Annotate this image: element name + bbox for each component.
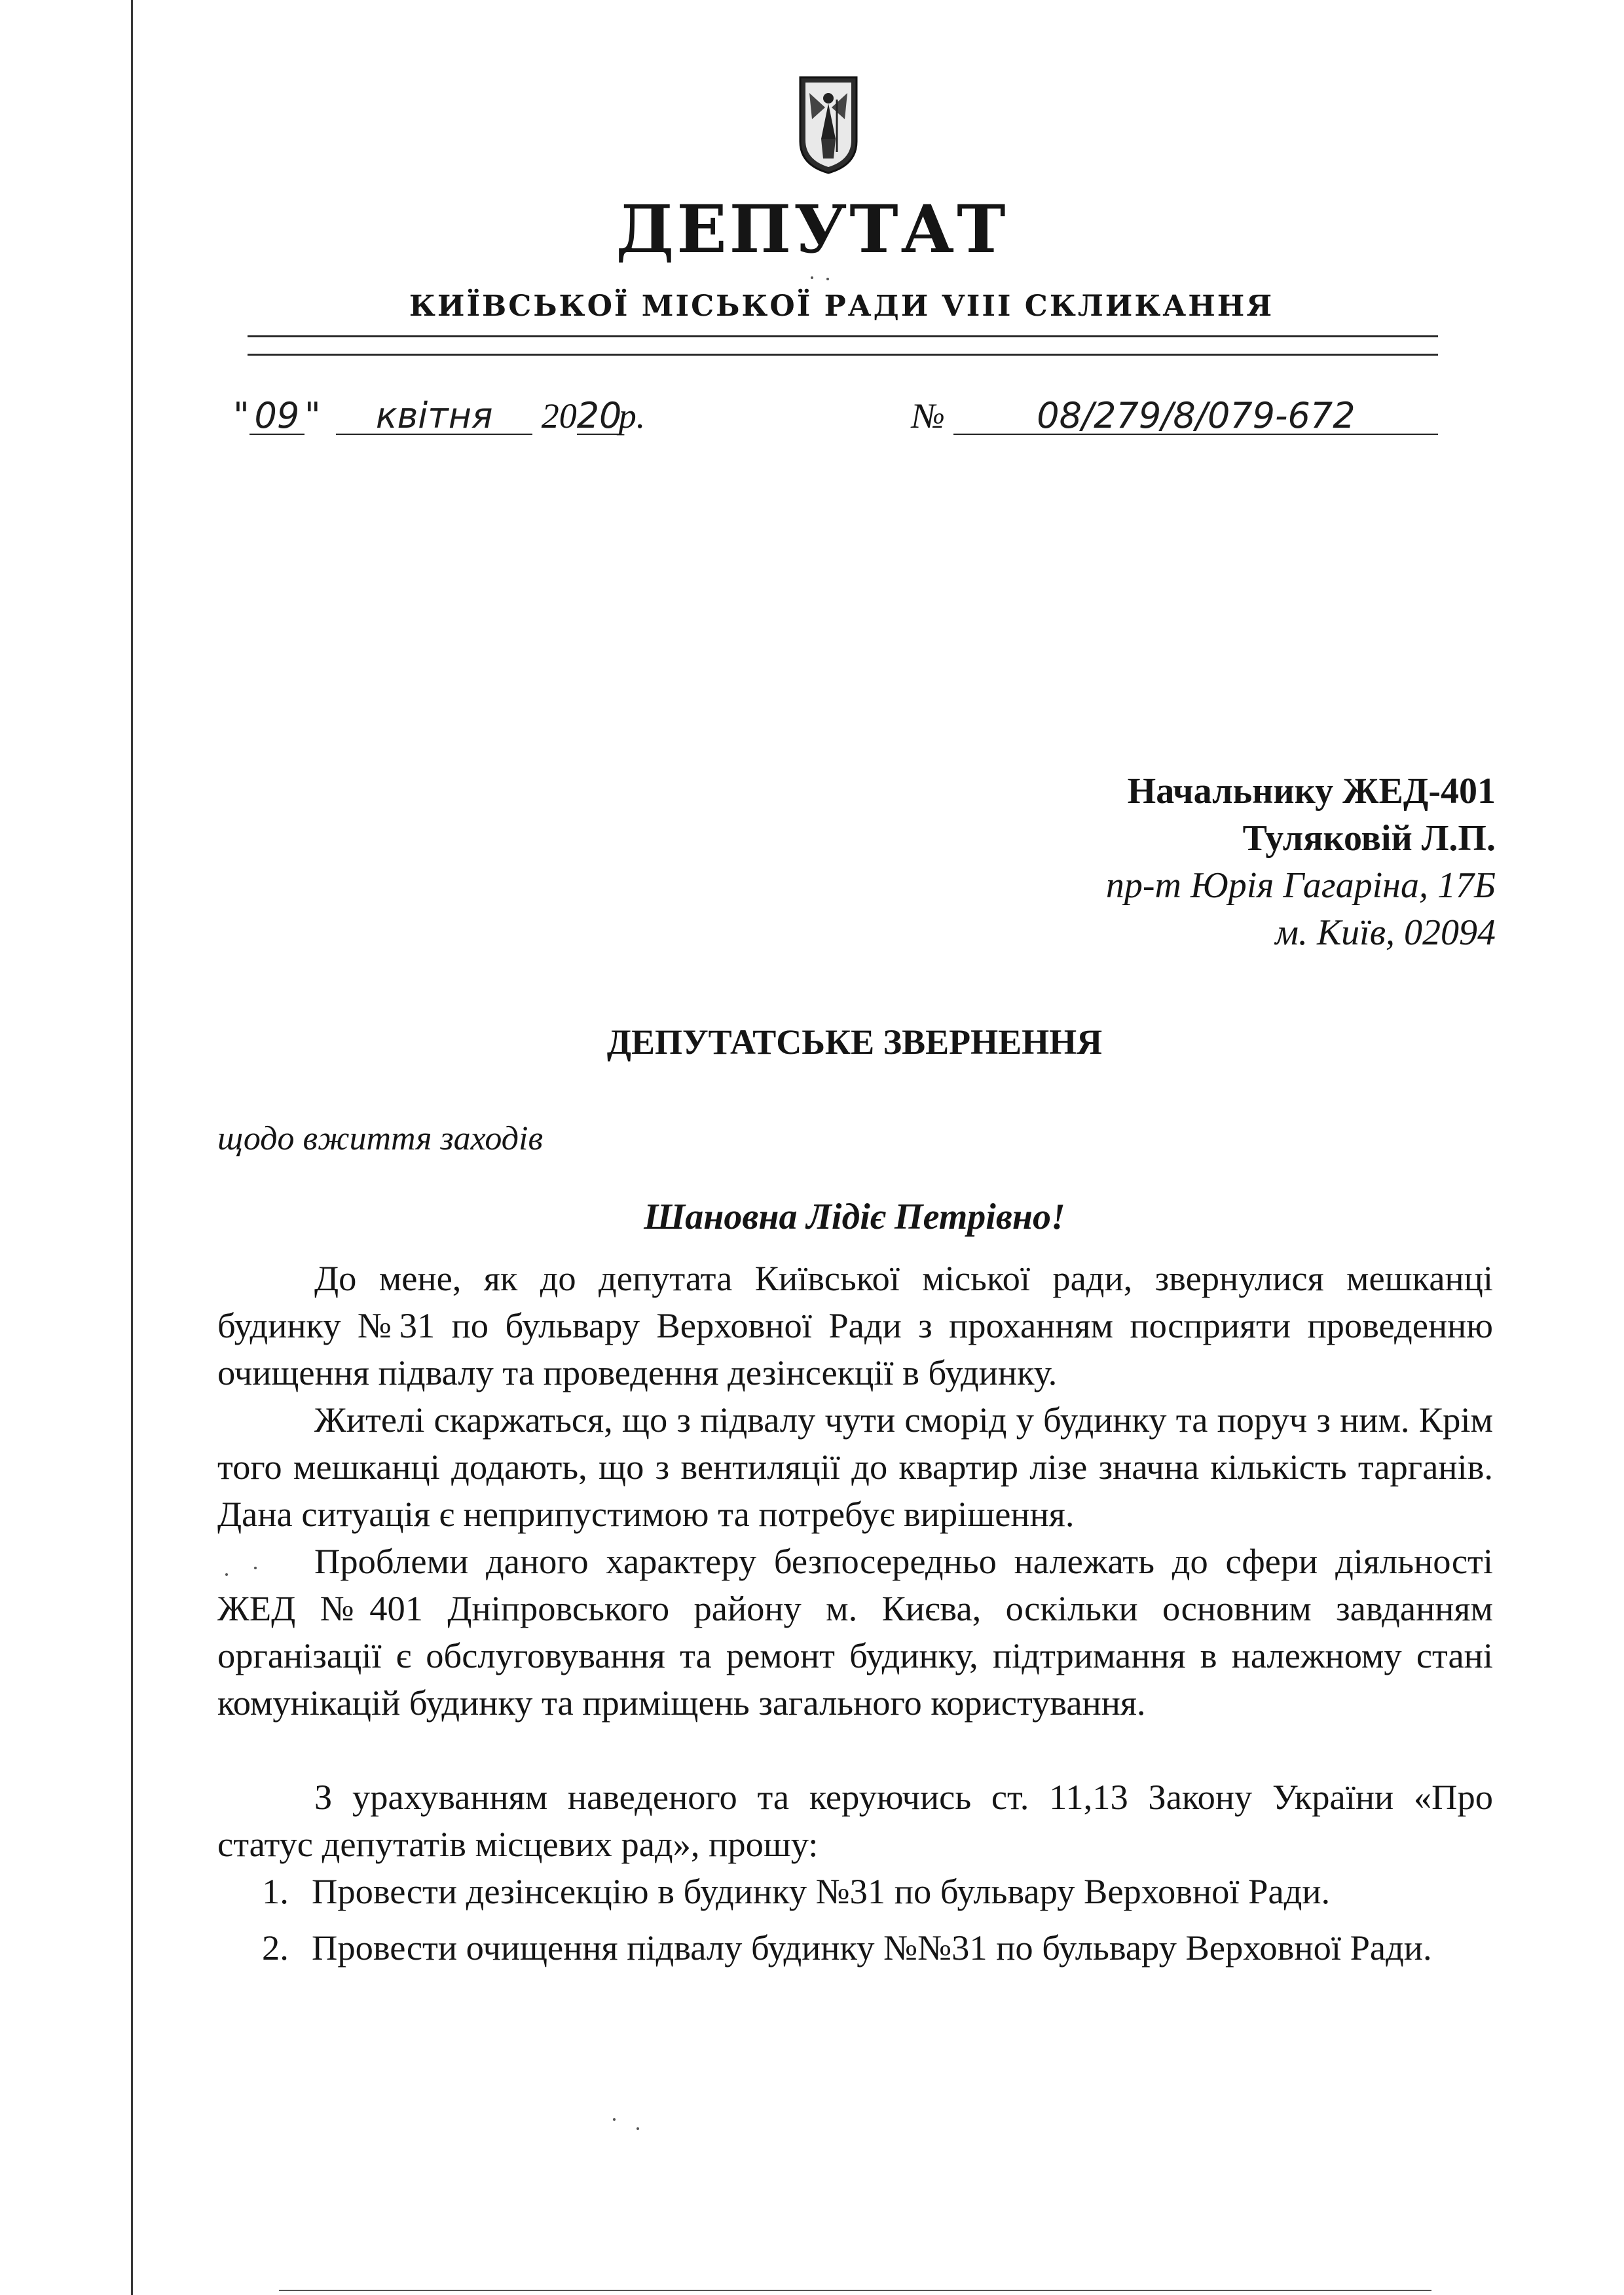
list-item-text: Провести дезінсекцію в будинку №31 по бульвару Верховної Ради.: [312, 1871, 1331, 1911]
page-bottom-line: [279, 2290, 1431, 2291]
kyiv-coat-of-arms-icon: [796, 73, 860, 176]
list-item-number: 2.: [262, 1928, 289, 1968]
document-date: [233, 395, 646, 436]
date-close-quote: ": [304, 395, 321, 436]
list-item-number: 1.: [262, 1871, 289, 1911]
list-item: [262, 1924, 1493, 1971]
paragraph-text: Проблеми даного характеру безпосередньо належать до сфери діяльності ЖЕД №401 Дніпровського району м. Києва, оскільки основним завданням організації є обслуговування та ремонт будинку, підтримання в належному стані комунікацій будинку та приміщень загального користування.: [217, 1541, 1493, 1723]
paragraph-text: З урахуванням наведеного та керуючись ст. 11,13 Закону України «Про статус депутатів місцевих рад», прошу:: [217, 1777, 1493, 1864]
scan-speck: [826, 278, 829, 280]
document-subject: щодо вжиття заходів: [217, 1120, 544, 1157]
addressee-block: [1106, 768, 1496, 956]
date-day: 09: [249, 398, 304, 435]
paragraph-text: До мене, як до депутата Київської міської ради, звернулися мешканці будинку №31 по бульвару Верховної Ради з проханням посприяти проведенню очищення підвалу та проведення дезінсекції в будинку.: [217, 1258, 1493, 1392]
date-open-quote: ": [233, 395, 249, 436]
scan-speck: [225, 1573, 228, 1576]
addressee-street: пр-т Юрія Гагаріна, 17Б: [1105, 865, 1496, 906]
body-paragraph-2: [217, 1396, 1493, 1538]
document-title: ДЕПУТАТСЬКЕ ЗВЕРНЕННЯ: [606, 1022, 1103, 1062]
scan-speck: [613, 2118, 616, 2121]
salutation: Шановна Лідіє Петрівно!: [644, 1197, 1065, 1237]
body-paragraph-4: [217, 1774, 1493, 1868]
date-month: квітня: [336, 398, 532, 435]
date-year-prefix: 20: [541, 396, 577, 436]
date-year-suffix: 20: [576, 395, 622, 436]
body-paragraph-3: [217, 1538, 1493, 1726]
addressee-city: м. Київ, 02094: [1275, 912, 1496, 953]
letterhead-rule-bottom: [248, 354, 1438, 356]
addressee-position: Начальнику ЖЕД-401: [1127, 771, 1496, 812]
document-number: [912, 395, 1438, 436]
scan-speck: [637, 2127, 639, 2130]
letterhead-subtitle: КИЇВСЬКОЇ МІСЬКОЇ РАДИ VIII СКЛИКАННЯ: [409, 289, 1274, 323]
number-label: №: [912, 396, 945, 436]
body-paragraph-1: [217, 1255, 1493, 1396]
number-value: 08/279/8/079-672: [953, 398, 1438, 435]
scan-speck: [811, 276, 813, 279]
list-item: [262, 1868, 1493, 1915]
binding-margin-line: [131, 0, 133, 2295]
paragraph-text: Жителі скаржаться, що з підвалу чути сморід у будинку та поруч з ним. Крім того мешканці додають, що з вентиляції до квартир лізе значна кількість тарганів. Дана ситуація є неприпустимою та потребує вирішення.: [217, 1400, 1493, 1534]
scan-speck: [254, 1567, 257, 1569]
request-list: [262, 1868, 1493, 1981]
date-year-unit: р.: [618, 396, 646, 436]
letterhead-title: ДЕПУТАТ: [616, 191, 1008, 268]
addressee-name: Туляковій Л.П.: [1242, 818, 1496, 859]
letterhead-rule-top: [248, 335, 1438, 337]
list-item-text: Провести очищення підвалу будинку №№31 по бульвару Верховної Ради.: [312, 1928, 1432, 1968]
